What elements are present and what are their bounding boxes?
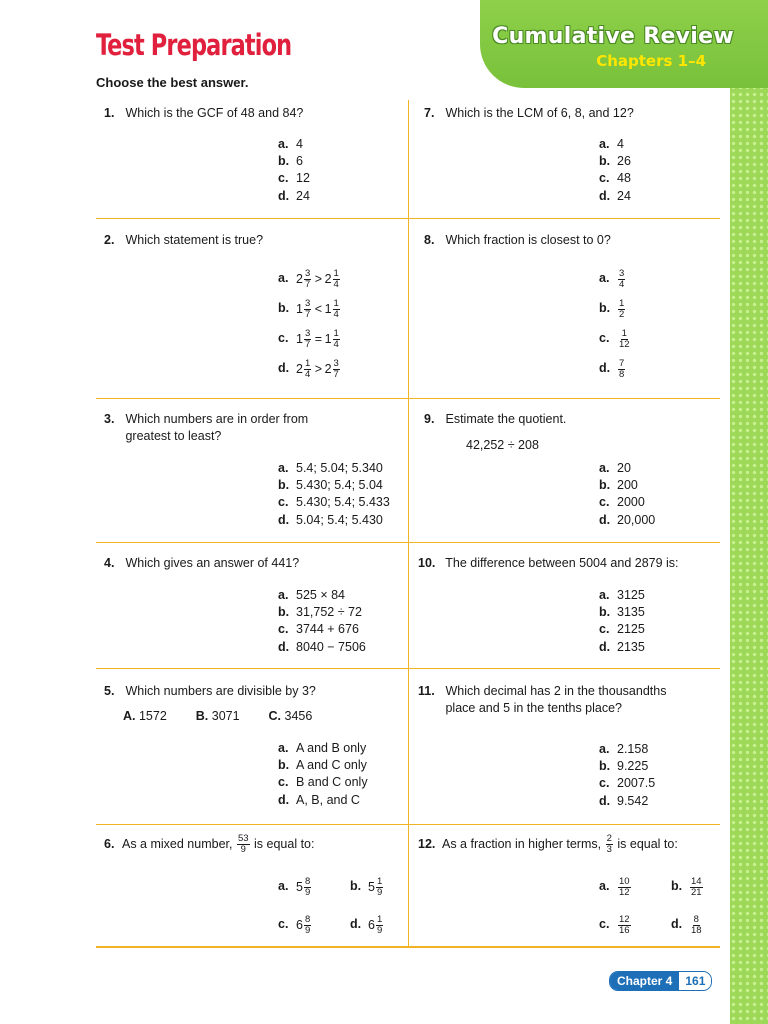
option-text: 3125 bbox=[617, 588, 645, 602]
option-d[interactable] bbox=[599, 793, 655, 810]
option-c[interactable] bbox=[599, 910, 671, 940]
fraction: $\frac{3}{7}$ bbox=[304, 297, 311, 320]
option-text: 20 bbox=[617, 461, 631, 475]
question-text: As a fraction in higher terms, bbox=[442, 836, 602, 851]
fraction: $\frac{14}{21}$ bbox=[691, 875, 702, 898]
option-text: 6 $\frac{1}{9}$ bbox=[368, 913, 383, 936]
fraction: $\frac{1}{4}$ bbox=[333, 297, 339, 320]
option-a[interactable] bbox=[278, 136, 310, 153]
option-text: 6 $\frac{8}{9}$ bbox=[296, 913, 311, 936]
option-letter: c. bbox=[599, 917, 610, 932]
option-text: 9.542 bbox=[617, 793, 649, 808]
option-d[interactable] bbox=[599, 512, 655, 529]
question-10 bbox=[418, 555, 679, 572]
option-letter: a. bbox=[599, 461, 610, 475]
question-number: 12. bbox=[418, 836, 436, 851]
option-text: 26 bbox=[617, 154, 631, 169]
divisible-candidates bbox=[123, 709, 312, 723]
option-b[interactable] bbox=[350, 872, 422, 902]
option-text: A and C only bbox=[296, 758, 367, 773]
candidate-letter: C. bbox=[268, 709, 282, 723]
option-a[interactable] bbox=[278, 460, 390, 477]
footer-chapter: Chapter 4 bbox=[610, 972, 679, 990]
option-letter: c. bbox=[599, 171, 610, 186]
option-letter: b. bbox=[599, 478, 611, 493]
question-text-after: is equal to: bbox=[254, 836, 315, 851]
option-letter: b. bbox=[599, 605, 611, 620]
option-text bbox=[617, 299, 626, 320]
option-text: 3744 + 676 bbox=[296, 622, 359, 637]
option-a[interactable] bbox=[599, 872, 671, 902]
option-text: 5.4; 5.04; 5.340 bbox=[296, 461, 383, 475]
question-text: Which statement is true? bbox=[125, 233, 264, 247]
question-text: Which numbers are divisible by 3? bbox=[125, 684, 316, 698]
question-text: Which gives an answer of 441? bbox=[125, 556, 300, 570]
question-number: 6. bbox=[104, 836, 115, 851]
column-divider bbox=[408, 100, 409, 946]
question-4 bbox=[104, 555, 299, 572]
row-divider bbox=[96, 542, 720, 543]
option-letter: c. bbox=[599, 776, 610, 791]
option-c[interactable] bbox=[599, 494, 655, 511]
question-number: 9. bbox=[424, 412, 435, 426]
option-b[interactable] bbox=[278, 294, 341, 324]
question-text: As a mixed number, bbox=[122, 836, 233, 851]
candidate-value: 3071 bbox=[211, 709, 240, 723]
option-text: 2135 bbox=[617, 639, 645, 654]
option-text: B and C only bbox=[296, 775, 368, 790]
option-text: 2000 bbox=[617, 495, 645, 510]
option-b[interactable] bbox=[278, 153, 310, 170]
option-text: 3135 bbox=[617, 605, 645, 620]
options-2 bbox=[278, 264, 341, 384]
option-text bbox=[617, 915, 632, 936]
fraction: $\frac{1}{9}$ bbox=[376, 875, 383, 898]
option-letter: d. bbox=[599, 361, 611, 376]
options-11 bbox=[599, 741, 655, 810]
option-c[interactable] bbox=[278, 170, 310, 187]
option-c[interactable] bbox=[599, 324, 632, 354]
option-letter: b. bbox=[278, 154, 290, 169]
option-letter: d. bbox=[599, 512, 611, 527]
question-3 bbox=[104, 411, 308, 445]
options-3 bbox=[278, 460, 390, 529]
decorative-side-band bbox=[730, 0, 768, 1024]
option-letter: b. bbox=[671, 879, 683, 894]
option-a[interactable] bbox=[599, 264, 632, 294]
question-number: 10. bbox=[418, 556, 436, 570]
option-b[interactable] bbox=[278, 604, 366, 621]
option-letter: a. bbox=[278, 137, 289, 151]
option-text bbox=[617, 877, 632, 898]
option-c[interactable] bbox=[278, 910, 350, 940]
option-c[interactable] bbox=[278, 324, 341, 354]
option-text: A and B only bbox=[296, 741, 367, 755]
question-1 bbox=[104, 105, 303, 122]
question-5 bbox=[104, 683, 316, 700]
option-text: A, B, and C bbox=[296, 792, 360, 807]
question-number: 11. bbox=[418, 684, 435, 698]
option-letter: a. bbox=[599, 742, 610, 756]
option-text: 24 bbox=[296, 188, 310, 203]
question-fraction bbox=[236, 834, 251, 855]
option-letter: d. bbox=[278, 512, 290, 527]
option-text: 2007.5 bbox=[617, 776, 656, 791]
question-text-after: is equal to: bbox=[617, 836, 678, 851]
options-4 bbox=[278, 587, 366, 656]
fraction: $\frac{1}{4}$ bbox=[333, 327, 339, 350]
candidate-letter: A. bbox=[123, 709, 136, 723]
option-text bbox=[617, 329, 632, 350]
option-c[interactable] bbox=[278, 621, 366, 638]
question-number: 5. bbox=[104, 684, 115, 698]
candidate-value: 3456 bbox=[284, 709, 313, 723]
options-9 bbox=[599, 460, 655, 529]
option-text: 5.430; 5.4; 5.04 bbox=[296, 478, 383, 493]
option-letter: c. bbox=[278, 775, 289, 790]
option-a[interactable] bbox=[599, 460, 655, 477]
fraction: $\frac{53}{9}$ bbox=[237, 832, 249, 855]
option-letter: c. bbox=[278, 917, 289, 932]
option-text: 2 $\frac{3}{7}$ > 2 $\frac{1}{4}$ bbox=[296, 267, 339, 290]
option-letter: d. bbox=[671, 917, 683, 932]
question-text: Which decimal has 2 in the thousandths bbox=[445, 684, 667, 698]
fraction: $\frac{3}{7}$ bbox=[333, 357, 339, 380]
candidate-letter: B. bbox=[195, 709, 209, 723]
option-letter: b. bbox=[599, 759, 611, 774]
fraction: $\frac{3}{7}$ bbox=[304, 327, 311, 350]
option-text: 2125 bbox=[617, 622, 645, 637]
page-footer-badge bbox=[609, 971, 712, 991]
options-7 bbox=[599, 136, 631, 205]
question-number: 8. bbox=[424, 233, 435, 247]
option-letter: b. bbox=[599, 154, 611, 169]
option-b[interactable] bbox=[599, 294, 632, 324]
question-text-continued: place and 5 in the tenths place? bbox=[445, 701, 623, 715]
option-letter: b. bbox=[278, 301, 290, 316]
option-a[interactable] bbox=[278, 264, 341, 294]
question-number: 3. bbox=[104, 412, 115, 426]
option-text: 6 bbox=[296, 154, 303, 169]
fraction: $\frac{2}{3}$ bbox=[606, 832, 612, 855]
option-text: 5 $\frac{8}{9}$ bbox=[296, 875, 311, 898]
option-c[interactable] bbox=[278, 774, 368, 791]
option-letter: d. bbox=[278, 188, 290, 203]
option-text bbox=[617, 269, 626, 290]
fraction: $\frac{1}{4}$ bbox=[333, 267, 339, 290]
option-letter: d. bbox=[599, 188, 611, 203]
fraction: $\frac{10}{12}$ bbox=[619, 875, 630, 898]
question-6 bbox=[104, 832, 314, 856]
option-letter: a. bbox=[278, 461, 289, 475]
option-letter: b. bbox=[599, 301, 611, 316]
option-letter: c. bbox=[278, 331, 289, 346]
question-text: Which numbers are in order from bbox=[125, 412, 309, 426]
fraction: $\frac{12}{16}$ bbox=[619, 913, 630, 936]
option-letter: d. bbox=[278, 792, 290, 807]
question-text: The difference between 5004 and 2879 is: bbox=[445, 556, 679, 570]
question-text: Which is the GCF of 48 and 84? bbox=[125, 106, 304, 120]
option-letter: a. bbox=[278, 741, 289, 755]
question-7 bbox=[424, 105, 634, 122]
option-letter: a. bbox=[599, 879, 610, 894]
quotient-expression: 42,252 ÷ 208 bbox=[466, 438, 539, 452]
option-text: 525 × 84 bbox=[296, 588, 346, 602]
instructions: Choose the best answer. bbox=[96, 75, 249, 90]
option-text: 5.04; 5.4; 5.430 bbox=[296, 512, 383, 527]
option-letter: d. bbox=[350, 917, 362, 932]
option-d[interactable] bbox=[350, 910, 422, 940]
option-text: 5.430; 5.4; 5.433 bbox=[296, 495, 390, 510]
option-text bbox=[689, 877, 704, 898]
option-letter: a. bbox=[599, 588, 610, 602]
option-text: 20,000 bbox=[617, 512, 656, 527]
fraction: $\frac{8}{9}$ bbox=[304, 875, 311, 898]
row-divider bbox=[96, 218, 720, 219]
fraction: $\frac{1}{4}$ bbox=[304, 357, 311, 380]
option-b[interactable] bbox=[278, 757, 368, 774]
option-text bbox=[689, 915, 704, 936]
question-grid bbox=[96, 100, 720, 948]
banner-title: Cumulative Review bbox=[492, 24, 734, 49]
options-8 bbox=[599, 264, 632, 384]
option-b[interactable] bbox=[599, 153, 631, 170]
option-letter: b. bbox=[350, 879, 362, 894]
option-text: 4 bbox=[296, 137, 303, 151]
option-c[interactable] bbox=[278, 494, 390, 511]
option-d[interactable] bbox=[278, 792, 368, 809]
option-a[interactable] bbox=[278, 587, 366, 604]
option-letter: c. bbox=[599, 495, 610, 510]
option-text: 24 bbox=[617, 188, 631, 203]
option-b[interactable] bbox=[599, 758, 655, 775]
option-letter: a. bbox=[599, 271, 610, 286]
question-fraction bbox=[605, 834, 614, 855]
option-b[interactable] bbox=[599, 604, 645, 621]
option-a[interactable] bbox=[599, 136, 631, 153]
option-d[interactable] bbox=[278, 639, 366, 656]
options-5 bbox=[278, 740, 368, 809]
question-2 bbox=[104, 232, 263, 249]
option-text: 1 $\frac{3}{7}$ < 1 $\frac{1}{4}$ bbox=[296, 297, 339, 320]
option-d[interactable] bbox=[671, 910, 743, 940]
option-a[interactable] bbox=[278, 740, 368, 757]
option-c[interactable] bbox=[599, 621, 645, 638]
option-d[interactable] bbox=[278, 354, 341, 384]
fraction: $\frac{8}{9}$ bbox=[304, 913, 311, 936]
option-letter: c. bbox=[278, 622, 289, 637]
page-number: 161 bbox=[679, 972, 711, 990]
option-b[interactable] bbox=[671, 872, 743, 902]
option-text: 2 $\frac{1}{4}$ > 2 $\frac{3}{7}$ bbox=[296, 357, 339, 380]
option-c[interactable] bbox=[599, 775, 655, 792]
option-letter: d. bbox=[599, 793, 611, 808]
option-a[interactable] bbox=[278, 872, 350, 902]
question-number: 2. bbox=[104, 233, 115, 247]
row-divider bbox=[96, 824, 720, 825]
fraction: $\frac{7}{8}$ bbox=[619, 357, 625, 380]
option-letter: c. bbox=[599, 622, 610, 637]
options-1 bbox=[278, 136, 310, 205]
option-text: 12 bbox=[296, 171, 310, 186]
option-letter: c. bbox=[599, 331, 610, 346]
question-text: Which is the LCM of 6, 8, and 12? bbox=[445, 106, 634, 120]
fraction: $\frac{1}{9}$ bbox=[376, 913, 383, 936]
option-text: 31,752 ÷ 72 bbox=[296, 605, 362, 620]
option-letter: b. bbox=[278, 478, 290, 493]
fraction: $\frac{3}{4}$ bbox=[619, 267, 625, 290]
option-letter: a. bbox=[278, 879, 289, 894]
option-d[interactable] bbox=[599, 188, 631, 205]
option-letter: a. bbox=[599, 137, 610, 151]
option-a[interactable] bbox=[599, 741, 655, 758]
question-text: Estimate the quotient. bbox=[445, 412, 567, 426]
option-text: 48 bbox=[617, 171, 631, 186]
question-11 bbox=[418, 683, 666, 717]
question-number: 7. bbox=[424, 106, 435, 120]
option-b[interactable] bbox=[278, 477, 390, 494]
cumulative-review-banner bbox=[480, 0, 768, 88]
option-text: 8040 − 7506 bbox=[296, 639, 366, 654]
option-letter: d. bbox=[278, 639, 290, 654]
option-text bbox=[617, 359, 626, 380]
option-d[interactable] bbox=[599, 354, 632, 384]
option-a[interactable] bbox=[599, 587, 645, 604]
option-d[interactable] bbox=[278, 512, 390, 529]
option-letter: b. bbox=[278, 758, 290, 773]
banner-subtitle: Chapters 1–4 bbox=[596, 52, 706, 70]
option-d[interactable] bbox=[599, 639, 645, 656]
option-d[interactable] bbox=[278, 188, 310, 205]
option-text: 5 $\frac{1}{9}$ bbox=[368, 875, 383, 898]
option-letter: a. bbox=[278, 271, 289, 286]
fraction: $\frac{1}{12}$ bbox=[619, 327, 630, 350]
option-b[interactable] bbox=[599, 477, 655, 494]
option-letter: d. bbox=[599, 639, 611, 654]
options-10 bbox=[599, 587, 645, 656]
question-text-continued: greatest to least? bbox=[125, 429, 222, 443]
options-12 bbox=[599, 872, 743, 940]
question-number: 1. bbox=[104, 106, 115, 120]
question-text: Which fraction is closest to 0? bbox=[445, 233, 611, 247]
option-text: 1 $\frac{3}{7}$ = 1 $\frac{1}{4}$ bbox=[296, 327, 339, 350]
fraction: $\frac{3}{7}$ bbox=[304, 267, 311, 290]
option-letter: d. bbox=[278, 361, 290, 376]
question-12 bbox=[418, 832, 678, 856]
row-divider bbox=[96, 668, 720, 669]
option-letter: b. bbox=[278, 605, 290, 620]
row-divider bbox=[96, 398, 720, 399]
option-text: 2.158 bbox=[617, 742, 649, 756]
question-8 bbox=[424, 232, 611, 249]
option-text: 200 bbox=[617, 478, 638, 493]
option-c[interactable] bbox=[599, 170, 631, 187]
option-letter: c. bbox=[278, 495, 289, 510]
options-6 bbox=[278, 872, 422, 940]
page-title: Test Preparation bbox=[96, 28, 292, 62]
fraction: $\frac{1}{2}$ bbox=[619, 297, 625, 320]
question-9 bbox=[424, 411, 566, 428]
option-text: 9.225 bbox=[617, 759, 649, 774]
fraction: $\frac{8}{18}$ bbox=[691, 913, 702, 936]
option-letter: a. bbox=[278, 588, 289, 602]
candidate-value: 1572 bbox=[138, 709, 167, 723]
option-text: 4 bbox=[617, 137, 624, 151]
question-number: 4. bbox=[104, 556, 115, 570]
option-letter: c. bbox=[278, 171, 289, 186]
